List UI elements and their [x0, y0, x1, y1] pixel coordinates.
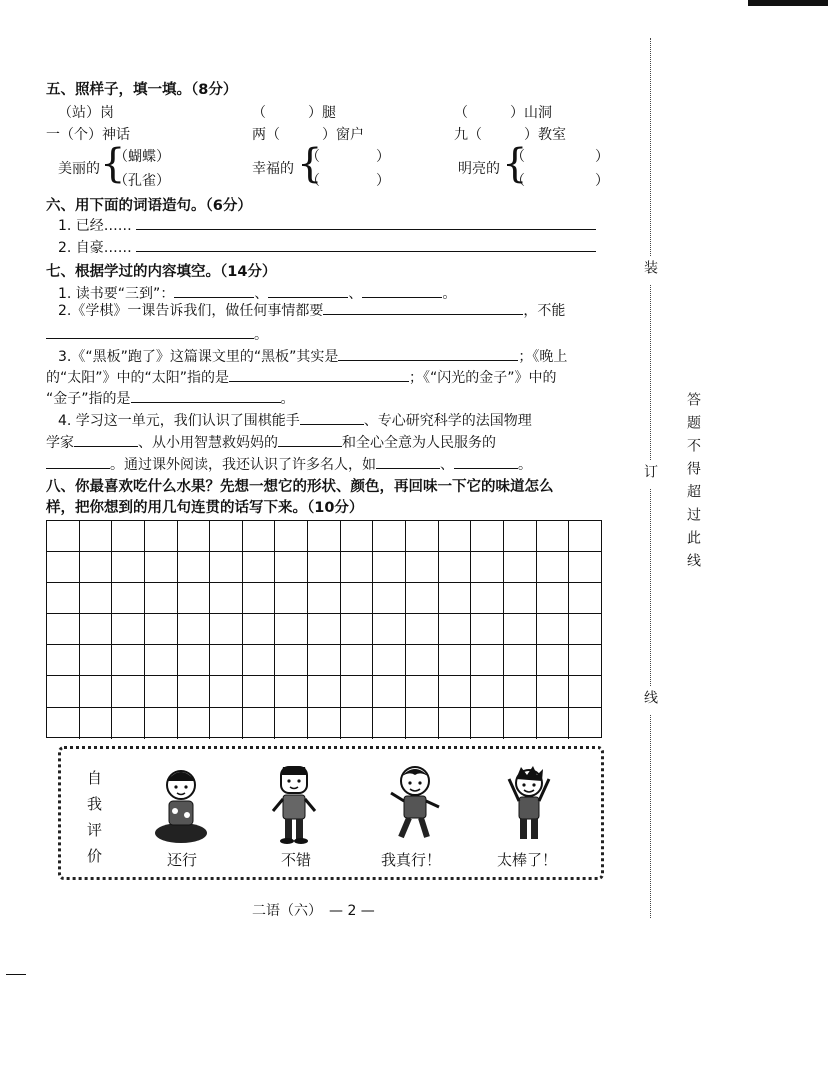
grid-cell[interactable]: [406, 645, 439, 676]
s7-q4-text-6: 。通过课外阅读，我还认识了许多名人，如: [110, 457, 376, 473]
grid-row: [47, 614, 601, 645]
grid-cell[interactable]: [439, 583, 472, 614]
grid-cell[interactable]: [439, 708, 472, 739]
grid-cell[interactable]: [504, 676, 537, 707]
grid-cell[interactable]: [471, 521, 504, 552]
s5-item-1-2: （ ）腿: [252, 105, 336, 121]
s7-q4-blank-4[interactable]: [46, 456, 110, 469]
grid-cell[interactable]: [178, 645, 211, 676]
s7-q3-end: 。: [280, 391, 295, 407]
grid-cell[interactable]: [341, 645, 374, 676]
grid-cell[interactable]: [308, 552, 341, 583]
s7-q3-text-4: ；《“闪光的金子”》中的: [409, 370, 557, 386]
grid-cell[interactable]: [308, 521, 341, 552]
grid-cell[interactable]: [47, 676, 80, 707]
grid-cell[interactable]: [537, 676, 570, 707]
s7-q2-blank-1[interactable]: [323, 302, 523, 315]
brace-1: {: [100, 141, 126, 187]
s5-kongque: （孔雀）: [114, 173, 170, 189]
grid-cell[interactable]: [439, 552, 472, 583]
s7-q4-line3: [46, 454, 532, 474]
grid-cell[interactable]: [569, 552, 601, 583]
grid-cell[interactable]: [112, 676, 145, 707]
grid-cell[interactable]: [243, 676, 276, 707]
grid-cell[interactable]: [145, 708, 178, 739]
grid-cell[interactable]: [47, 708, 80, 739]
s5-item-2-3: 九（ ）教室: [454, 127, 566, 143]
s7-q1-blank-3[interactable]: [362, 285, 442, 298]
grid-cell[interactable]: [406, 708, 439, 739]
s6-q1-answer-line[interactable]: [136, 217, 596, 230]
grid-row: [47, 676, 601, 707]
kid-dancing-icon: [387, 763, 443, 845]
grid-cell[interactable]: [112, 645, 145, 676]
grid-cell[interactable]: [275, 676, 308, 707]
grid-cell[interactable]: [504, 552, 537, 583]
grid-cell[interactable]: [80, 583, 113, 614]
grid-cell[interactable]: [210, 676, 243, 707]
grid-cell[interactable]: [145, 552, 178, 583]
binding-notice: 答题不得超过此线: [685, 392, 701, 576]
grid-cell[interactable]: [243, 583, 276, 614]
grid-cell[interactable]: [504, 583, 537, 614]
grid-cell[interactable]: [471, 676, 504, 707]
grid-cell[interactable]: [504, 521, 537, 552]
grid-cell[interactable]: [243, 521, 276, 552]
s7-q4-blank-3[interactable]: [278, 434, 342, 447]
grid-cell[interactable]: [210, 521, 243, 552]
grid-cell[interactable]: [537, 521, 570, 552]
s7-q1-sep-1: 、: [254, 286, 269, 302]
s7-q3-line3: [46, 388, 295, 408]
eval-option-4[interactable]: 太棒了！: [497, 851, 558, 869]
s7-q2-cont: [46, 324, 268, 344]
grid-cell[interactable]: [80, 521, 113, 552]
binding-ding: 订: [640, 460, 660, 488]
grid-cell[interactable]: [80, 645, 113, 676]
s7-q4-blank-1[interactable]: [300, 412, 364, 425]
grid-cell[interactable]: [569, 676, 601, 707]
s5-hudie: （蝴蝶）: [114, 149, 170, 165]
binding-xian: 线: [640, 686, 660, 714]
grid-cell[interactable]: [145, 676, 178, 707]
grid-cell[interactable]: [406, 521, 439, 552]
grid-cell[interactable]: [308, 614, 341, 645]
s6-q1: [58, 215, 596, 235]
s7-q3-line2: [46, 367, 557, 387]
grid-cell[interactable]: [341, 676, 374, 707]
grid-cell[interactable]: [80, 708, 113, 739]
grid-cell[interactable]: [308, 583, 341, 614]
grid-row: [47, 521, 601, 552]
grid-cell[interactable]: [537, 552, 570, 583]
s7-q1-blank-1[interactable]: [174, 285, 254, 298]
s5-item-2-2: 两（ ）窗户: [252, 127, 364, 143]
grid-cell[interactable]: [47, 583, 80, 614]
section-5-title: 五、照样子，填一填。（8分）: [46, 82, 238, 98]
brace-2: {: [297, 141, 323, 187]
section-6-title: 六、用下面的词语造句。（6分）: [46, 198, 252, 214]
grid-cell[interactable]: [341, 521, 374, 552]
grid-cell[interactable]: [47, 521, 80, 552]
grid-cell[interactable]: [537, 708, 570, 739]
s6-q2-answer-line[interactable]: [136, 239, 596, 252]
grid-cell[interactable]: [275, 614, 308, 645]
grid-cell[interactable]: [47, 645, 80, 676]
grid-cell[interactable]: [275, 521, 308, 552]
scan-mark-left: [6, 974, 26, 975]
grid-cell[interactable]: [275, 583, 308, 614]
kid-sitting-icon: [151, 763, 211, 845]
s7-q4-sep: 、: [440, 457, 454, 473]
section-8-title-line2: 样，把你想到的用几句连贯的话写下来。（10分）: [46, 500, 364, 516]
grid-cell[interactable]: [471, 552, 504, 583]
binding-zhuang: 装: [640, 256, 660, 284]
grid-cell[interactable]: [439, 645, 472, 676]
s7-q2-text-2: ，不能: [523, 303, 566, 319]
s6-q2: [58, 237, 596, 257]
section-8-title-line1: 八、你最喜欢吃什么水果？先想一想它的形状、颜色，再回味一下它的味道怎么: [46, 479, 554, 495]
grid-cell[interactable]: [471, 708, 504, 739]
s7-q2-blank-2[interactable]: [46, 326, 254, 339]
grid-row: [47, 708, 601, 739]
s5-mingliang-blank-2: （ ）: [511, 173, 609, 189]
s5-item-2-1: 一（个）神话: [46, 127, 130, 143]
grid-cell[interactable]: [569, 521, 601, 552]
grid-cell[interactable]: [308, 676, 341, 707]
grid-cell[interactable]: [471, 645, 504, 676]
grid-row: [47, 552, 601, 583]
grid-cell[interactable]: [341, 552, 374, 583]
s7-q1-blank-2[interactable]: [268, 285, 348, 298]
s7-q4-blank-2[interactable]: [74, 434, 138, 447]
s5-label-xingfu: 幸福的: [252, 161, 294, 177]
s7-q3-text-3: 的“太阳”》中的“太阳”指的是: [46, 370, 230, 386]
grid-cell[interactable]: [406, 552, 439, 583]
grid-cell[interactable]: [537, 583, 570, 614]
grid-cell[interactable]: [80, 676, 113, 707]
grid-cell[interactable]: [243, 645, 276, 676]
grid-cell[interactable]: [439, 676, 472, 707]
grid-cell[interactable]: [210, 614, 243, 645]
s5-xingfu-blank-2: （ ）: [306, 173, 390, 189]
grid-cell[interactable]: [373, 708, 406, 739]
kid-standing-icon: [269, 763, 319, 845]
s7-q4-blank-6[interactable]: [454, 456, 518, 469]
s7-q2-text: 2.《学棋》一课告诉我们，做任何事情都要: [58, 303, 324, 319]
s7-q3-blank-3[interactable]: [131, 390, 281, 403]
grid-cell[interactable]: [178, 521, 211, 552]
s7-q1-sep-2: 、: [348, 286, 363, 302]
grid-cell[interactable]: [439, 614, 472, 645]
grid-cell[interactable]: [341, 708, 374, 739]
grid-cell[interactable]: [210, 708, 243, 739]
grid-cell[interactable]: [80, 552, 113, 583]
eval-option-3[interactable]: 我真行！: [381, 851, 442, 869]
grid-cell[interactable]: [47, 614, 80, 645]
s7-q4-text-1: 4. 学习这一单元，我们认识了围棋能手: [58, 413, 300, 429]
s5-item-1-1: （站）岗: [58, 105, 114, 121]
grid-cell[interactable]: [178, 583, 211, 614]
kid-cheering-icon: [501, 763, 557, 845]
grid-cell[interactable]: [439, 521, 472, 552]
grid-cell[interactable]: [537, 614, 570, 645]
s5-mingliang-blank-1: （ ）: [511, 149, 609, 165]
grid-cell[interactable]: [210, 583, 243, 614]
s7-q4-line1: [58, 410, 532, 430]
grid-cell[interactable]: [178, 614, 211, 645]
s7-q4-text-2: 、专心研究科学的法国物理: [363, 413, 532, 429]
grid-cell[interactable]: [112, 583, 145, 614]
s7-q2-end: 。: [254, 327, 268, 343]
grid-cell[interactable]: [275, 552, 308, 583]
scan-mark-top: [748, 0, 828, 6]
s7-q4-text-3: 学家: [46, 435, 74, 451]
grid-cell[interactable]: [406, 583, 439, 614]
grid-row: [47, 583, 601, 614]
self-evaluation-label: 自我评价: [87, 769, 103, 865]
s7-q3-blank-2[interactable]: [229, 369, 409, 382]
s7-q4-line2: [46, 432, 496, 452]
grid-cell[interactable]: [243, 614, 276, 645]
s7-q3-text-5: “金子”指的是: [46, 391, 131, 407]
brace-3: {: [502, 141, 528, 187]
grid-cell[interactable]: [47, 552, 80, 583]
s6-q2-text: 2. 自豪……: [58, 240, 132, 256]
grid-cell[interactable]: [569, 583, 601, 614]
s7-q1-end: 。: [442, 286, 457, 302]
s7-q2: [58, 300, 565, 320]
s7-q4-text-5: 和全心全意为人民服务的: [342, 435, 496, 451]
grid-cell[interactable]: [275, 645, 308, 676]
grid-cell[interactable]: [145, 614, 178, 645]
grid-cell[interactable]: [80, 614, 113, 645]
grid-cell[interactable]: [178, 552, 211, 583]
s7-q4-blank-5[interactable]: [376, 456, 440, 469]
grid-row: [47, 645, 601, 676]
section-7-title: 七、根据学过的内容填空。（14分）: [46, 264, 277, 280]
grid-cell[interactable]: [373, 583, 406, 614]
s5-label-mingliang: 明亮的: [458, 161, 500, 177]
grid-cell[interactable]: [308, 708, 341, 739]
eval-option-1[interactable]: 还行: [167, 851, 198, 869]
grid-cell[interactable]: [178, 708, 211, 739]
s7-q1-text: 1. 读书要“三到”：: [58, 286, 175, 302]
grid-cell[interactable]: [471, 614, 504, 645]
s5-xingfu-blank-1: （ ）: [306, 149, 390, 165]
grid-cell[interactable]: [308, 645, 341, 676]
grid-cell[interactable]: [341, 614, 374, 645]
self-evaluation-box: [58, 746, 604, 880]
grid-cell[interactable]: [406, 614, 439, 645]
grid-cell[interactable]: [537, 645, 570, 676]
grid-cell[interactable]: [178, 676, 211, 707]
grid-cell[interactable]: [112, 521, 145, 552]
grid-cell[interactable]: [373, 552, 406, 583]
grid-cell[interactable]: [243, 708, 276, 739]
grid-cell[interactable]: [275, 708, 308, 739]
grid-cell[interactable]: [341, 583, 374, 614]
s5-label-meili: 美丽的: [58, 161, 100, 177]
grid-cell[interactable]: [243, 552, 276, 583]
s7-q3-text-2: ；《晚上: [518, 349, 568, 365]
grid-cell[interactable]: [406, 676, 439, 707]
page-footer: 二语（六） — 2 —: [252, 903, 375, 919]
s7-q4-text-4: 、从小用智慧救妈妈的: [138, 435, 278, 451]
grid-cell[interactable]: [145, 583, 178, 614]
grid-cell[interactable]: [145, 645, 178, 676]
s5-item-1-3: （ ）山洞: [454, 105, 552, 121]
grid-cell[interactable]: [112, 708, 145, 739]
grid-cell[interactable]: [373, 645, 406, 676]
s7-q3-text-1: 3.《“黑板”跑了》这篇课文里的“黑板”其实是: [58, 349, 339, 365]
eval-option-2[interactable]: 不错: [281, 851, 312, 869]
grid-cell[interactable]: [504, 708, 537, 739]
grid-cell[interactable]: [569, 708, 601, 739]
s7-q3-blank-1[interactable]: [338, 348, 518, 361]
grid-cell[interactable]: [504, 614, 537, 645]
s6-q1-text: 1. 已经……: [58, 218, 132, 234]
grid-cell[interactable]: [210, 645, 243, 676]
grid-cell[interactable]: [504, 645, 537, 676]
grid-cell[interactable]: [569, 645, 601, 676]
grid-cell[interactable]: [112, 614, 145, 645]
writing-grid[interactable]: [46, 520, 602, 738]
grid-cell[interactable]: [373, 614, 406, 645]
grid-cell[interactable]: [145, 521, 178, 552]
grid-cell[interactable]: [112, 552, 145, 583]
grid-cell[interactable]: [373, 521, 406, 552]
grid-cell[interactable]: [373, 676, 406, 707]
s7-q4-end: 。: [518, 457, 532, 473]
s7-q3-line1: [58, 346, 567, 366]
grid-cell[interactable]: [471, 583, 504, 614]
grid-cell[interactable]: [569, 614, 601, 645]
grid-cell[interactable]: [210, 552, 243, 583]
